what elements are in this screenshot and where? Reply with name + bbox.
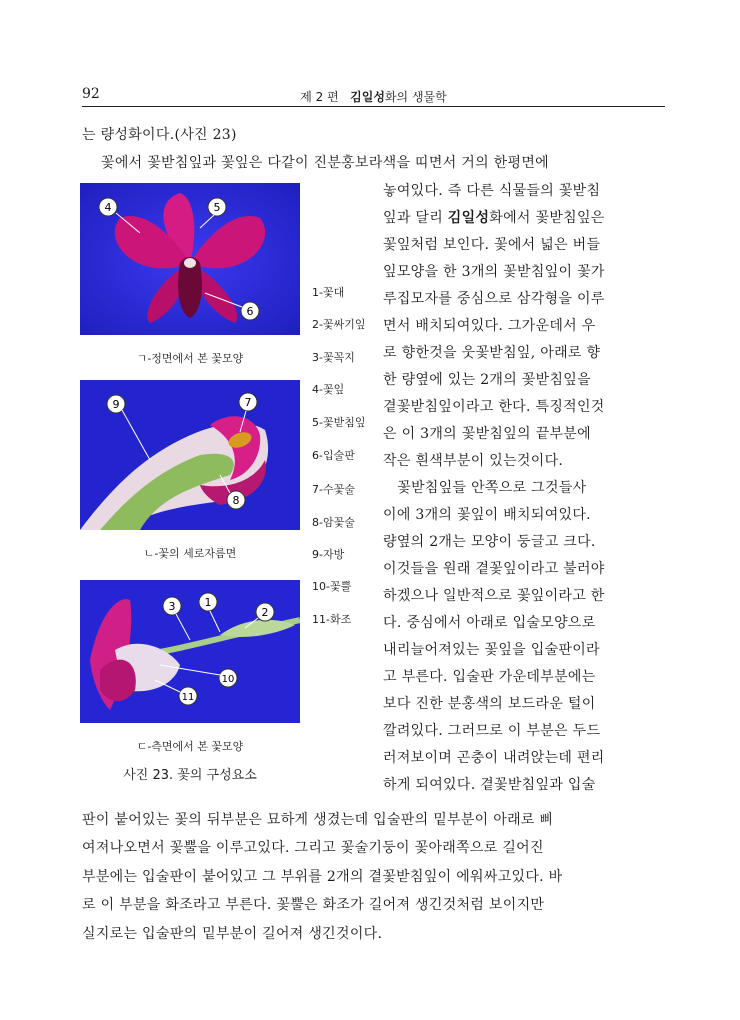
bottom-line: 로 이 부분을 화조라고 부른다. 꽃뿔은 화조가 길어져 생긴것처럼 보이지만 (82, 897, 545, 913)
body-line: 꽃받침잎들 안쪽으로 그것들사 (383, 480, 587, 496)
label-1: 1 (204, 596, 212, 609)
body-line: 깔려있다. 그러므로 이 부분은 두드 (383, 723, 601, 739)
figure-caption: 사진 23. 꽃의 구성요소 (123, 768, 257, 783)
label-2: 2 (261, 606, 269, 619)
label-5: 5 (213, 201, 221, 214)
legend-item: 5-꽃받침잎 (312, 416, 366, 429)
body-line: 작은 흰색부분이 있는것이다. (383, 453, 564, 469)
legend-item: 9-자방 (312, 548, 345, 561)
legend-item: 7-수꽃술 (312, 483, 355, 496)
label-4: 4 (104, 201, 112, 214)
legend-item: 8-암꽃술 (312, 516, 355, 529)
label-3: 3 (168, 600, 176, 613)
legend-item: 11-화조 (312, 613, 352, 626)
legend-item: 2-꽃싸기잎 (312, 318, 366, 331)
photo-cross-section (80, 380, 300, 530)
body-line: 고 부른다. 입술판 가운데부분에는 (383, 669, 596, 685)
body-line: 내리늘어져있는 꽃잎을 입술판이라 (383, 642, 600, 658)
label-10: 10 (221, 674, 235, 685)
body-line: 은 이 3개의 꽃받침잎의 끝부분에 (383, 426, 591, 442)
label-11: 11 (181, 692, 195, 703)
body-line: 보다 진한 분홍색의 보드라운 털이 (383, 696, 596, 712)
body-line: 하겠으나 일반적으로 꽃잎이라고 한 (383, 588, 605, 604)
body-line: 이것들을 원래 곁꽃잎이라고 불러야 (383, 561, 605, 577)
page-number: 92 (82, 86, 100, 102)
legend-item: 6-입술판 (312, 449, 355, 462)
intro-line-2: 꽃에서 꽃받침잎과 꽃잎은 다같이 진분홍보라색을 띠면서 거의 한평면에 (82, 155, 549, 171)
caption-section: ㄴ-꽃의 세로자름면 (143, 547, 237, 560)
title-bold: 김일성 (350, 90, 385, 104)
label-8: 8 (232, 494, 240, 507)
legend-item: 10-꽃뿔 (312, 580, 352, 593)
legend-item: 4-꽃잎 (312, 383, 345, 396)
body-line: 면서 배치되여있다. 그가운데서 우 (383, 318, 596, 334)
body-line: 잎모양을 한 3개의 꽃받침잎이 꽃가 (383, 264, 605, 280)
body-line: 놓여있다. 즉 다른 식물들의 꽃받침 (383, 183, 601, 199)
body-line: 로 향한것을 웃꽃받침잎, 아래로 향 (383, 345, 601, 361)
body-line: 한 량옆에 있는 2개의 꽃받침잎을 (383, 372, 591, 388)
body-line: 하게 되여있다. 곁꽃받침잎과 입술 (383, 777, 596, 793)
body-line: 꽃잎처럼 보인다. 꽃에서 넓은 버들 (383, 237, 601, 253)
bottom-line: 여져나오면서 꽃뿔을 이루고있다. 그리고 꽃술기둥이 꽃아래쪽으로 길어진 (82, 840, 544, 856)
body-line: 루집모자를 중심으로 삼각형을 이루 (383, 291, 605, 307)
bottom-line: 실지로는 입술판의 밑부분이 길어져 생긴것이다. (82, 926, 383, 942)
body-line: 잎과 달리 김일성화에서 꽃받침잎은 (383, 210, 605, 226)
title-rest: 화의 생물학 (384, 90, 447, 104)
legend-item: 3-꽃꼭지 (312, 351, 355, 364)
label-7: 7 (244, 396, 252, 409)
label-9: 9 (112, 398, 120, 411)
photo-side-view (80, 580, 300, 723)
caption-side: ㄷ-측면에서 본 꽃모양 (136, 740, 244, 753)
part-label: 제 2 편 (300, 90, 339, 104)
caption-front: ㄱ-정면에서 본 꽃모양 (136, 352, 244, 365)
body-line: 곁꽃받침잎이라고 한다. 특징적인것 (383, 399, 605, 415)
label-6: 6 (246, 305, 254, 318)
body-line: 량옆의 2개는 모양이 둥글고 크다. (383, 534, 596, 550)
legend-item: 1-꽃대 (312, 286, 345, 299)
page-header (82, 86, 665, 107)
bottom-line: 판이 붙어있는 꽃의 뒤부분은 묘하게 생겼는데 입술판의 밑부분이 아래로 삐 (82, 812, 554, 828)
running-title (82, 88, 665, 105)
body-line: 다. 중심에서 아래로 입술모양으로 (383, 615, 596, 631)
intro-line-1: 는 량성화이다.(사진 23) (82, 127, 237, 143)
body-line: 러져보이며 곤충이 내려앉는데 편리 (383, 750, 605, 766)
bottom-line: 부분에는 입술판이 붙어있고 그 부위를 2개의 곁꽃받침잎이 에워싸고있다. 바 (82, 869, 563, 885)
photo-front-view (80, 183, 300, 335)
body-line: 이에 3개의 꽃잎이 배치되여있다. (383, 507, 591, 523)
